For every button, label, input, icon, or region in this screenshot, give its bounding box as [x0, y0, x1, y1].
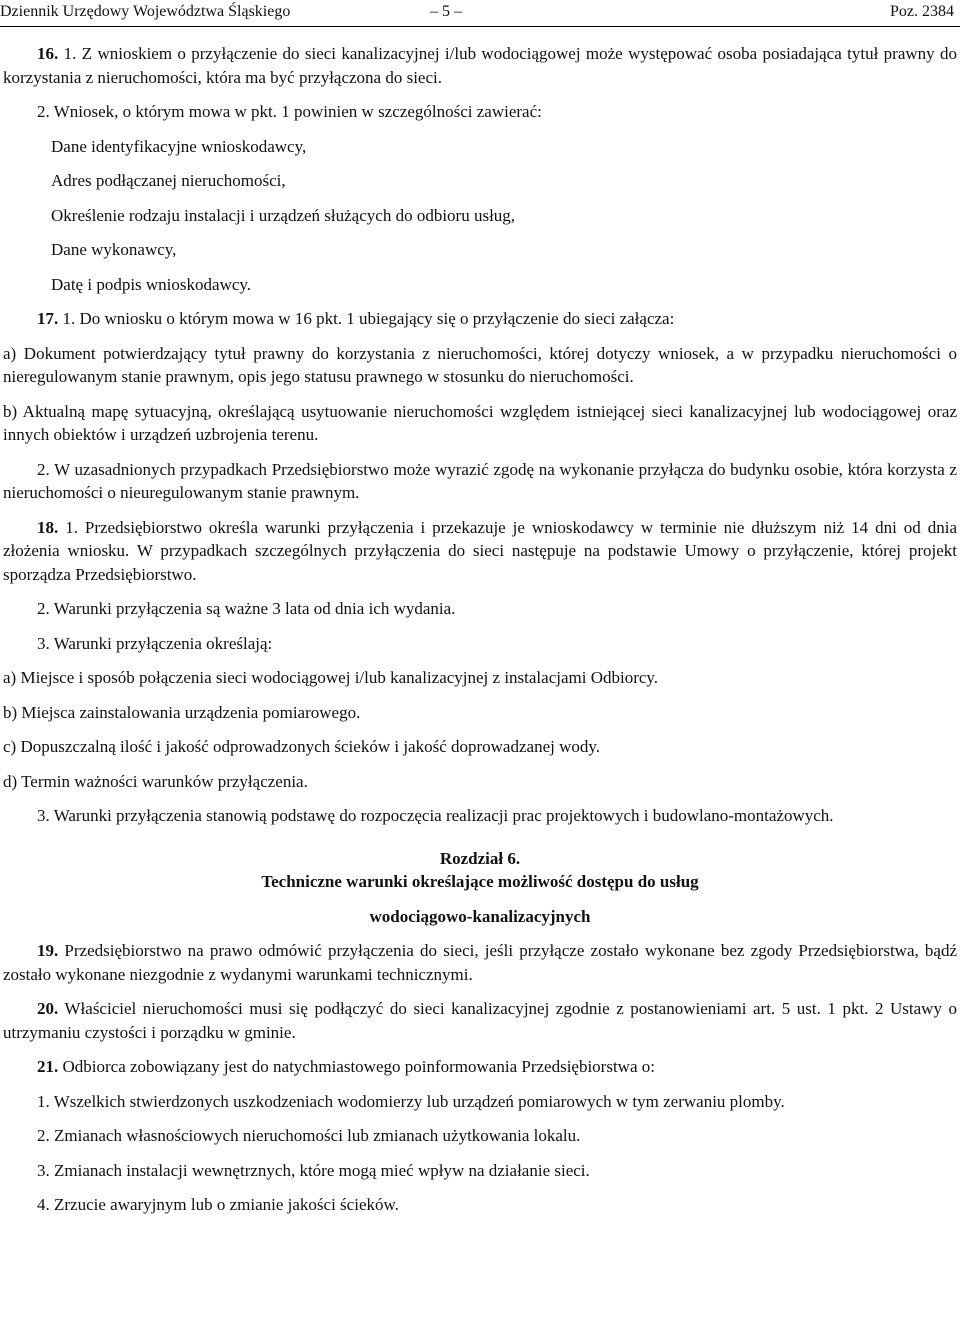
- section-17-item-a: a) Dokument potwierdzający tytuł prawny do korzystania z nieruchomości, której dotyczy wniosek, a w przypadku nieruchomości o nieregulowanym stanie prawnym, opis jego statusu prawnego w stosunku do nieruchomości.: [3, 343, 957, 386]
- section-16-para-2: 2. Wniosek, o którym mowa w pkt. 1 powinien w szczególności zawierać:: [37, 102, 542, 121]
- section-18-para-4: 3. Warunki przyłączenia stanowią podstawę do rozpoczęcia realizacji prac projektowych i budowlano-montażowych.: [37, 806, 834, 825]
- page-header: [0, 0, 960, 27]
- section-20-para: 20. Właściciel nieruchomości musi się podłączyć do sieci kanalizacyjnej zgodnie z postanowieniami art. 5 ust. 1 pkt. 2 Ustawy o utrzymaniu czystości i porządku w gminie.: [3, 999, 957, 1042]
- journal-title: Dziennik Urzędowy Województwa Śląskiego: [0, 3, 291, 20]
- section-19-number: 19.: [37, 941, 59, 960]
- section-16-para-1: 16. 1. Z wnioskiem o przyłączenie do sieci kanalizacyjnej i/lub wodociągowej może występować osoba posiadająca tytuł prawny do korzystania z nieruchomości, która ma być przyłączona do sieci.: [3, 44, 957, 87]
- section-17-para-2: 2. W uzasadnionych przypadkach Przedsiębiorstwo może wyrazić zgodę na wykonanie przyłącza do budynku osobie, która korzysta z nieruchomości o nieuregulowanym stanie prawnym.: [3, 459, 957, 502]
- list-item: Dane identyfikacyjne wnioskodawcy,: [51, 136, 307, 156]
- list-item: Datę i podpis wnioskodawcy.: [51, 274, 252, 294]
- section-21-number: 21.: [37, 1057, 59, 1076]
- section-16-number: 16.: [37, 44, 59, 63]
- section-18-item-c: c) Dopuszczalną ilość i jakość odprowadzonych ścieków i jakość doprowadzanej wody.: [3, 737, 601, 756]
- list-item: Dane wykonawcy,: [51, 240, 177, 259]
- section-17-para-1: 17. 1. Do wniosku o którym mowa w 16 pkt. 1 ubiegający się o przyłączenie do sieci załącza:: [37, 309, 675, 328]
- section-21-para: 21. Odbiorca zobowiązany jest do natychmiastowego poinformowania Przedsiębiorstwa o:: [37, 1057, 655, 1076]
- position-number: Poz. 2384: [890, 3, 954, 20]
- section-18-para-3: 3. Warunki przyłączenia określają:: [37, 633, 273, 653]
- list-item: 3. Zmianach instalacji wewnętrznych, które mogą mieć wpływ na działanie sieci.: [37, 1160, 590, 1180]
- document-body: [3, 42, 957, 1217]
- list-item: Określenie rodzaju instalacji i urządzeń służących do odbioru usług,: [51, 205, 516, 225]
- section-18-item-b: b) Miejsca zainstalowania urządzenia pomiarowego.: [3, 702, 361, 722]
- section-20-number: 20.: [37, 999, 59, 1018]
- section-18-para-1: 18. 1. Przedsiębiorstwo określa warunki przyłączenia i przekazuje je wnioskodawcy w terminie nie dłuższym niż 14 dni od dnia złożenia wniosku. W przypadkach szczególnych przyłączenia do sieci następuje na podstawie Umowy o przyłączenie, której projekt sporządza Przedsiębiorstwo.: [3, 517, 957, 584]
- chapter-title-line-1: Techniczne warunki określające możliwość dostępu do usług: [261, 872, 699, 891]
- section-17-number: 17.: [37, 309, 59, 328]
- list-item: 2. Zmianach własnościowych nieruchomości lub zmianach użytkowania lokalu.: [37, 1126, 581, 1145]
- section-17-item-b: b) Aktualną mapę sytuacyjną, określającą usytuowanie nieruchomości względem istniejącej sieci kanalizacyjnej lub wodociągowej oraz innych obiektów i urządzeń uzbrojenia terenu.: [3, 401, 957, 444]
- section-19-para: 19. Przedsiębiorstwo na prawo odmówić przyłączenia do sieci, jeśli przyłącze zostało wykonane bez zgody Przedsiębiorstwa, bądź zostało wykonane niezgodnie z wydanymi warunkami technicznymi.: [3, 941, 958, 984]
- list-item: Adres podłączanej nieruchomości,: [51, 171, 286, 190]
- section-18-para-2: 2. Warunki przyłączenia są ważne 3 lata od dnia ich wydania.: [37, 599, 456, 618]
- list-item: 4. Zrzucie awaryjnym lub o zmianie jakości ścieków.: [37, 1195, 399, 1214]
- page-number: – 5 –: [430, 3, 462, 20]
- chapter-label: Rozdział 6.: [439, 848, 521, 868]
- chapter-title-line-2: wodociągowo-kanalizacyjnych: [369, 906, 591, 926]
- section-18-number: 18.: [37, 517, 59, 537]
- section-18-item-d: d) Termin ważności warunków przyłączenia.: [3, 771, 308, 791]
- section-18-item-a: a) Miejsce i sposób połączenia sieci wodociągowej i/lub kanalizacyjnej z instalacjami Odbiorcy.: [3, 668, 659, 687]
- list-item: 1. Wszelkich stwierdzonych uszkodzeniach wodomierzy lub urządzeń pomiarowych w tym zerwaniu plomby.: [37, 1091, 785, 1111]
